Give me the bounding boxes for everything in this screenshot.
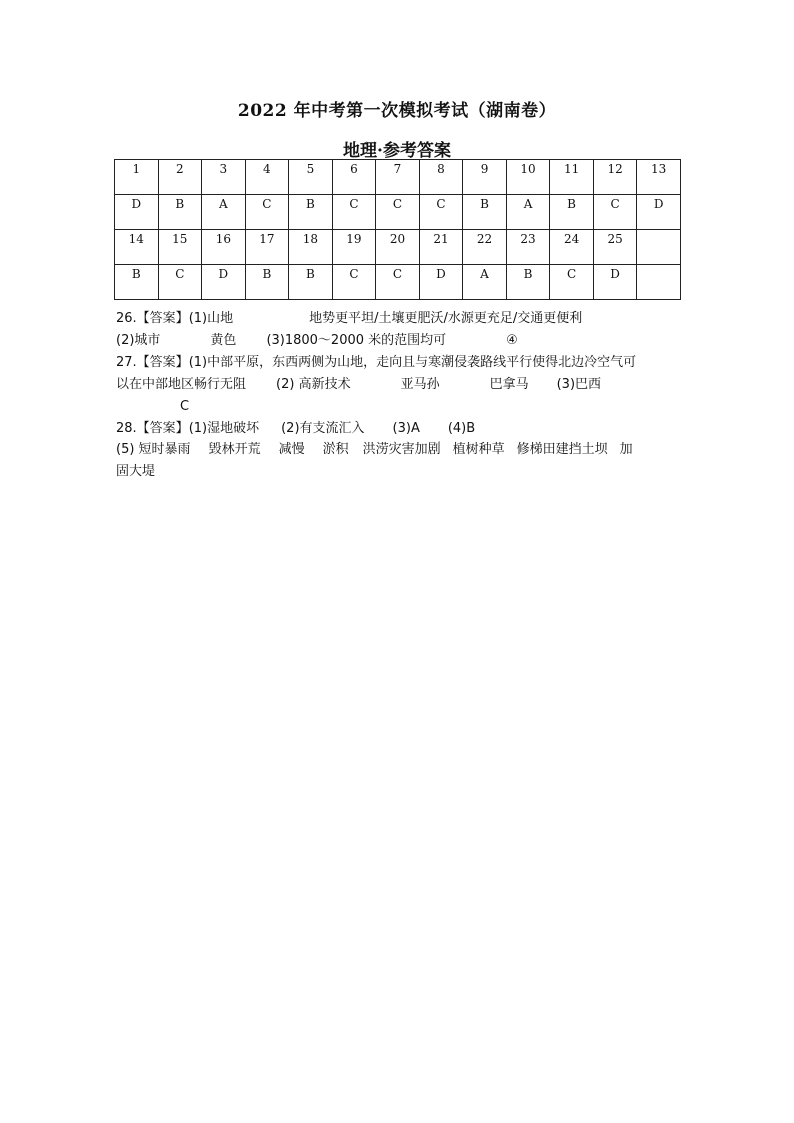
answer-28-part1: (1)湿地破坏 [188,421,260,436]
table-cell: C [419,195,463,230]
answer-26-part2b: 黄色 [210,333,237,348]
answer-26-part3b: ④ [506,333,518,348]
table-cell: B [158,195,202,230]
table-cell: D [637,195,681,230]
table-cell: 18 [289,230,333,265]
table-cell: C [158,265,202,300]
answer-28-part5g: 修梯田建挡土坝 [516,442,608,457]
table-cell: C [332,265,376,300]
table-cell: 9 [463,160,507,195]
table-cell: 25 [593,230,637,265]
table-cell: 7 [376,160,420,195]
table-cell: B [245,265,289,300]
table-cell: C [376,265,420,300]
table-cell: 22 [463,230,507,265]
answer-28-label: 28.【答案】 [116,421,189,436]
document-subtitle: 地理·参考答案 [343,141,451,161]
table-cell [637,265,681,300]
table-cell: B [463,195,507,230]
table-cell: 16 [202,230,246,265]
table-cell: 11 [550,160,594,195]
answer-28-part5e: 洪涝灾害加剧 [362,442,441,457]
answer-26-label: 26.【答案】 [116,311,189,326]
table-cell: 5 [289,160,333,195]
table-cell: C [550,265,594,300]
table-cell: 23 [506,230,550,265]
answer-27-line1 [116,352,681,374]
table-cell: 3 [202,160,246,195]
table-row [115,230,681,265]
table-cell: 10 [506,160,550,195]
answer-28-part5i: 固大堤 [116,464,156,479]
table-cell: 2 [158,160,202,195]
table-cell: D [202,265,246,300]
table-cell: 17 [245,230,289,265]
table-cell: 1 [115,160,159,195]
answer-27-part3: (3)巴西 [556,377,602,392]
table-row [115,265,681,300]
answer-27-part2c: 巴拿马 [489,377,529,392]
table-cell: 12 [593,160,637,195]
answer-27-part2b: 亚马孙 [400,377,440,392]
table-cell: A [202,195,246,230]
table-cell: 15 [158,230,202,265]
answer-28-line2 [116,439,681,461]
table-cell: 24 [550,230,594,265]
table-cell: C [245,195,289,230]
answer-28-part5h: 加 [619,442,633,457]
answer-28-part5d: 淤积 [322,442,349,457]
table-cell: A [506,195,550,230]
table-cell: 21 [419,230,463,265]
table-cell: 20 [376,230,420,265]
table-cell: 13 [637,160,681,195]
answer-27-line2 [116,374,681,396]
answer-28-part3: (3)A [392,421,420,436]
answer-28-part5b: 毁林开荒 [208,442,261,457]
answer-27-part3b: C [180,399,190,414]
answer-28-line3 [116,461,681,483]
table-cell: D [419,265,463,300]
answer-26-part1b: 地势更平坦/土壤更肥沃/水源更充足/交通更便利 [309,311,583,326]
table-cell: D [593,265,637,300]
table-cell: B [506,265,550,300]
table-cell: C [593,195,637,230]
table-cell: B [289,195,333,230]
table-cell: 4 [245,160,289,195]
table-cell: 19 [332,230,376,265]
answer-27-part1: (1)中部平原，东西两侧为山地，走向且与寒潮侵袭路线平行使得北边冷空气可 [188,355,637,370]
table-cell: 6 [332,160,376,195]
answer-28-part5c: 减慢 [278,442,305,457]
answer-27-part1b: 以在中部地区畅行无阻 [116,377,247,392]
answer-table [114,159,681,300]
table-cell: C [376,195,420,230]
answer-28-part4: (4)B [447,421,476,436]
answer-26-part1: (1)山地 [188,311,234,326]
answer-28-part5f: 植树种草 [452,442,505,457]
answer-26-part2: (2)城市 [116,333,161,348]
table-cell: 14 [115,230,159,265]
table-cell: D [115,195,159,230]
table-cell: 8 [419,160,463,195]
document-title: 2022 年中考第一次模拟考试（湖南卷） [237,101,557,121]
table-cell: C [332,195,376,230]
answer-28-line1 [116,418,681,440]
answer-27-part2: (2) 高新技术 [276,377,351,392]
table-row [115,195,681,230]
answer-27-label: 27.【答案】 [116,355,189,370]
answer-26-line2 [116,330,681,352]
table-cell: B [550,195,594,230]
answer-28-part2: (2)有支流汇入 [281,421,365,436]
answer-28-part5: (5) 短时暴雨 [116,442,191,457]
table-cell: B [289,265,333,300]
table-cell: B [115,265,159,300]
answer-27-line3 [180,396,745,418]
table-row [115,160,681,195]
table-cell: A [463,265,507,300]
answer-26-line1 [116,308,681,330]
table-cell [637,230,681,265]
answer-26-part3: (3)1800～2000 米的范围均可 [266,333,447,348]
